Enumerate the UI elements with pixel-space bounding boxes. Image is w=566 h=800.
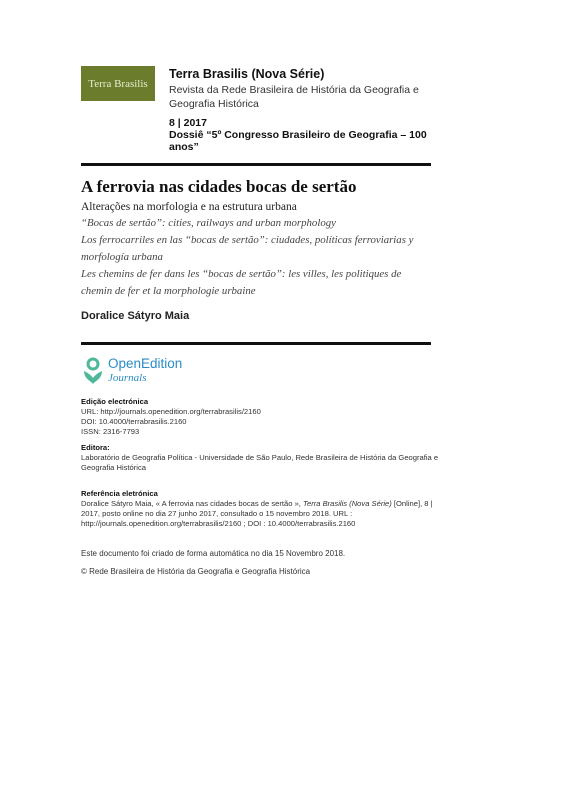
issue-number: 8 | 2017 (169, 117, 207, 129)
article-subtitle: Alterações na morfologia e na estrutura urbana (81, 201, 297, 213)
alt-title-es: Los ferrocarriles en las “bocas de sertão”: ciudades, políticas ferroviarias y morfología urbana (81, 234, 414, 263)
reference-info (81, 489, 441, 529)
article-title: A ferrovia nas cidades bocas de sertão (81, 177, 357, 196)
openedition-logo[interactable] (82, 357, 182, 385)
copyright-note: © Rede Brasileira de História da Geografia e Geografia Histórica (81, 567, 311, 576)
journal-title: Terra Brasilis (Nova Série) (169, 67, 325, 81)
alt-title-en: “Bocas de sertão”: cities, railways and urban morphology (81, 217, 336, 229)
openedition-journals: Journals (108, 372, 147, 384)
reference-label: Referência eletrónica (81, 489, 158, 498)
journal-logo (81, 66, 155, 101)
reference-text-before: Doralice Sátyro Maia, « A ferrovia nas cidades bocas de sertão », (81, 499, 304, 508)
bottom-divider (81, 342, 431, 345)
journal-logo-text: Terra Brasilis (88, 77, 148, 90)
reference-text (81, 499, 441, 529)
reference-text-after[interactable]: [Online], 8 | 2017, posto online no dia 27 junho 2017, consultado o 15 novembro 2018. URL : http://journals.openedition.org/terrabrasilis/2160 ; DOI : 10.4000/terrabrasilis.2160 (81, 499, 433, 528)
alt-title-fr: Les chemins de fer dans les “bocas de sertão”: les villes, les politiques de chemin de fer et la morphologie urbaine (81, 268, 402, 297)
publisher-info (81, 443, 441, 473)
article-header (81, 177, 431, 300)
publisher-text: Laboratório de Geografia Política - Universidade de São Paulo, Rede Brasileira de História da Geografia e Geografia Histórica (81, 453, 439, 472)
edition-doi[interactable]: DOI: 10.4000/terrabrasilis.2160 (81, 417, 187, 426)
dossier-title: Dossiê “5º Congresso Brasileiro de Geografia – 100 anos” (169, 129, 427, 153)
edition-url[interactable]: URL: http://journals.openedition.org/terrabrasilis/2160 (81, 407, 261, 416)
top-divider (81, 163, 431, 166)
generated-note: Este documento foi criado de forma automática no dia 15 Novembro 2018. (81, 549, 346, 558)
edition-issn: ISSN: 2316-7793 (81, 427, 140, 436)
issue-info (169, 117, 431, 153)
journal-header (169, 66, 431, 111)
reference-journal: Terra Brasilis (Nova Série) (303, 499, 392, 508)
openedition-icon (82, 357, 104, 385)
edition-label: Edição electrónica (81, 397, 149, 406)
openedition-name: OpenEdition (108, 356, 183, 371)
article-author[interactable]: Doralice Sátyro Maia (81, 310, 190, 322)
journal-subtitle: Revista da Rede Brasileira de História da Geografia e Geografia Histórica (169, 84, 419, 110)
publisher-label: Editora: (81, 443, 110, 452)
edition-info (81, 397, 441, 437)
